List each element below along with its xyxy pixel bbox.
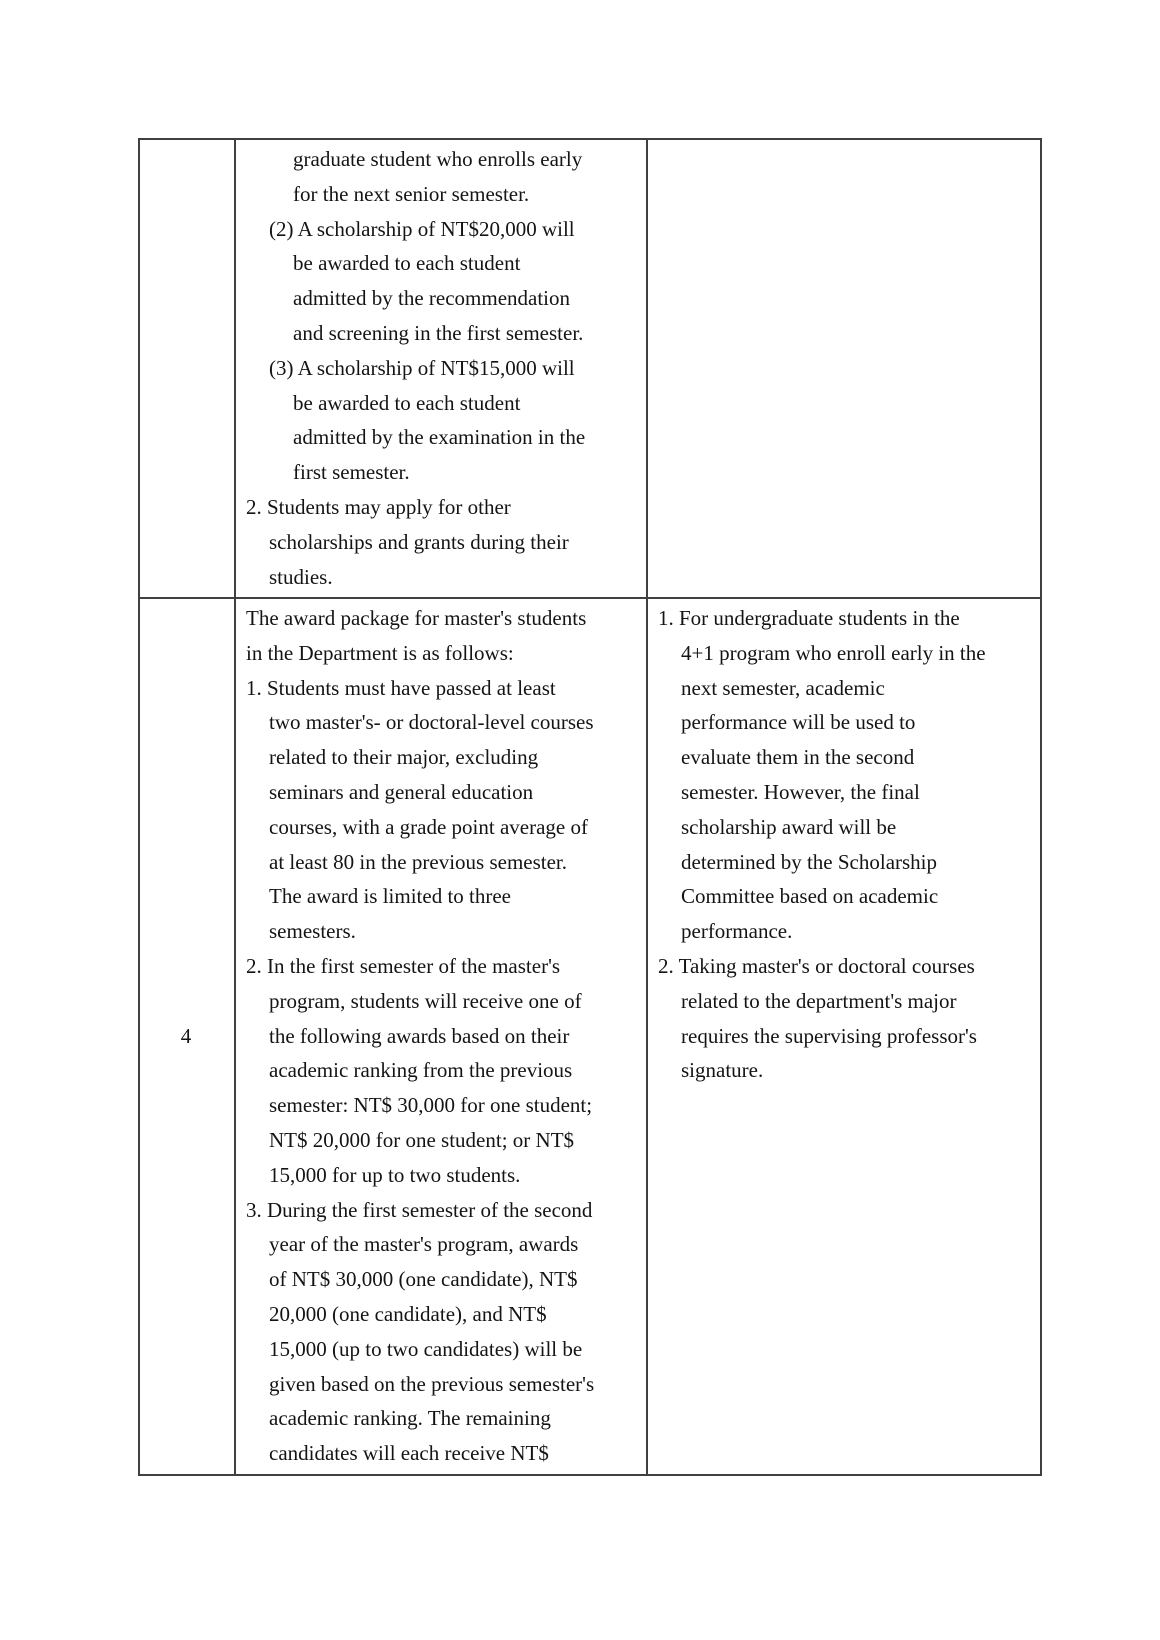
row-number-cell — [139, 139, 235, 598]
text-line: performance. — [681, 919, 793, 944]
text-line: next semester, academic — [681, 675, 885, 700]
text-line: related to their major, excluding — [269, 745, 539, 770]
text-line: and screening in the first semester. — [293, 320, 584, 345]
text-line: 2. Students may apply for other — [246, 494, 511, 519]
text-line: graduate student who enrolls early — [293, 147, 583, 171]
text-line: The award is limited to three — [269, 884, 512, 909]
text-line: academic ranking from the previous — [269, 1058, 573, 1083]
text-line: be awarded to each student — [293, 251, 521, 276]
text-line: evaluate them in the second — [681, 745, 915, 770]
text-line: 15,000 for up to two students. — [269, 1162, 521, 1187]
text-line: at least 80 in the previous semester. — [269, 849, 568, 874]
text-line: admitted by the recommendation — [293, 286, 570, 311]
text-line: in the Department is as follows: — [246, 640, 514, 665]
text-line: candidates will each receive NT$ — [269, 1441, 549, 1466]
text-line: 2. Taking master's or doctoral courses — [658, 953, 975, 978]
text-line: signature. — [681, 1058, 764, 1083]
text-line: (2) A scholarship of NT$20,000 will — [269, 216, 575, 241]
text-line: requires the supervising professor's — [681, 1023, 977, 1048]
details-cell — [235, 598, 647, 1475]
notes-cell — [647, 139, 1041, 598]
text-line: of NT$ 30,000 (one candidate), NT$ — [269, 1267, 578, 1292]
row-number-cell: 4 — [139, 598, 235, 1475]
details-cell — [235, 139, 647, 598]
text-line: semesters. — [269, 919, 356, 944]
text-line: NT$ 20,000 for one student; or NT$ — [269, 1127, 575, 1152]
text-line: first semester. — [293, 460, 410, 485]
text-line: 20,000 (one candidate), and NT$ — [269, 1301, 547, 1326]
text-line: Committee based on academic — [681, 884, 939, 909]
text-line: determined by the Scholarship — [681, 849, 938, 874]
text-line: admitted by the examination in the — [293, 425, 586, 450]
text-line: 1. For undergraduate students in the — [658, 606, 960, 630]
table-row — [139, 598, 1041, 1475]
text-line: 3. During the first semester of the second — [246, 1197, 593, 1222]
text-line: 15,000 (up to two candidates) will be — [269, 1336, 583, 1361]
text-line: be awarded to each student — [293, 390, 521, 415]
text-line: courses, with a grade point average of — [269, 814, 588, 839]
text-line: studies. — [269, 564, 333, 589]
text-line: scholarships and grants during their — [269, 529, 569, 554]
text-line: semester. However, the final — [681, 779, 920, 804]
text-line: given based on the previous semester's — [269, 1371, 595, 1396]
text-line: year of the master's program, awards — [269, 1232, 579, 1257]
text-line: scholarship award will be — [681, 814, 897, 839]
text-line: 4+1 program who enroll early in the — [681, 640, 986, 665]
text-line: program, students will receive one of — [269, 988, 582, 1013]
text-line: 1. Students must have passed at least — [246, 675, 556, 700]
text-line: performance will be used to — [681, 710, 916, 735]
text-line: two master's- or doctoral-level courses — [269, 710, 594, 735]
text-line: The award package for master's students — [246, 606, 587, 630]
scholarship-table — [138, 138, 1042, 1476]
text-line: semester: NT$ 30,000 for one student; — [269, 1093, 593, 1118]
text-line: the following awards based on their — [269, 1023, 570, 1048]
text-line: 2. In the first semester of the master's — [246, 953, 561, 978]
text-line: (3) A scholarship of NT$15,000 will — [269, 355, 575, 380]
text-line: academic ranking. The remaining — [269, 1406, 551, 1431]
text-line: seminars and general education — [269, 779, 534, 804]
notes-cell — [647, 598, 1041, 1475]
table-row — [139, 139, 1041, 598]
text-line: for the next senior semester. — [293, 181, 530, 206]
text-line: related to the department's major — [681, 988, 957, 1013]
